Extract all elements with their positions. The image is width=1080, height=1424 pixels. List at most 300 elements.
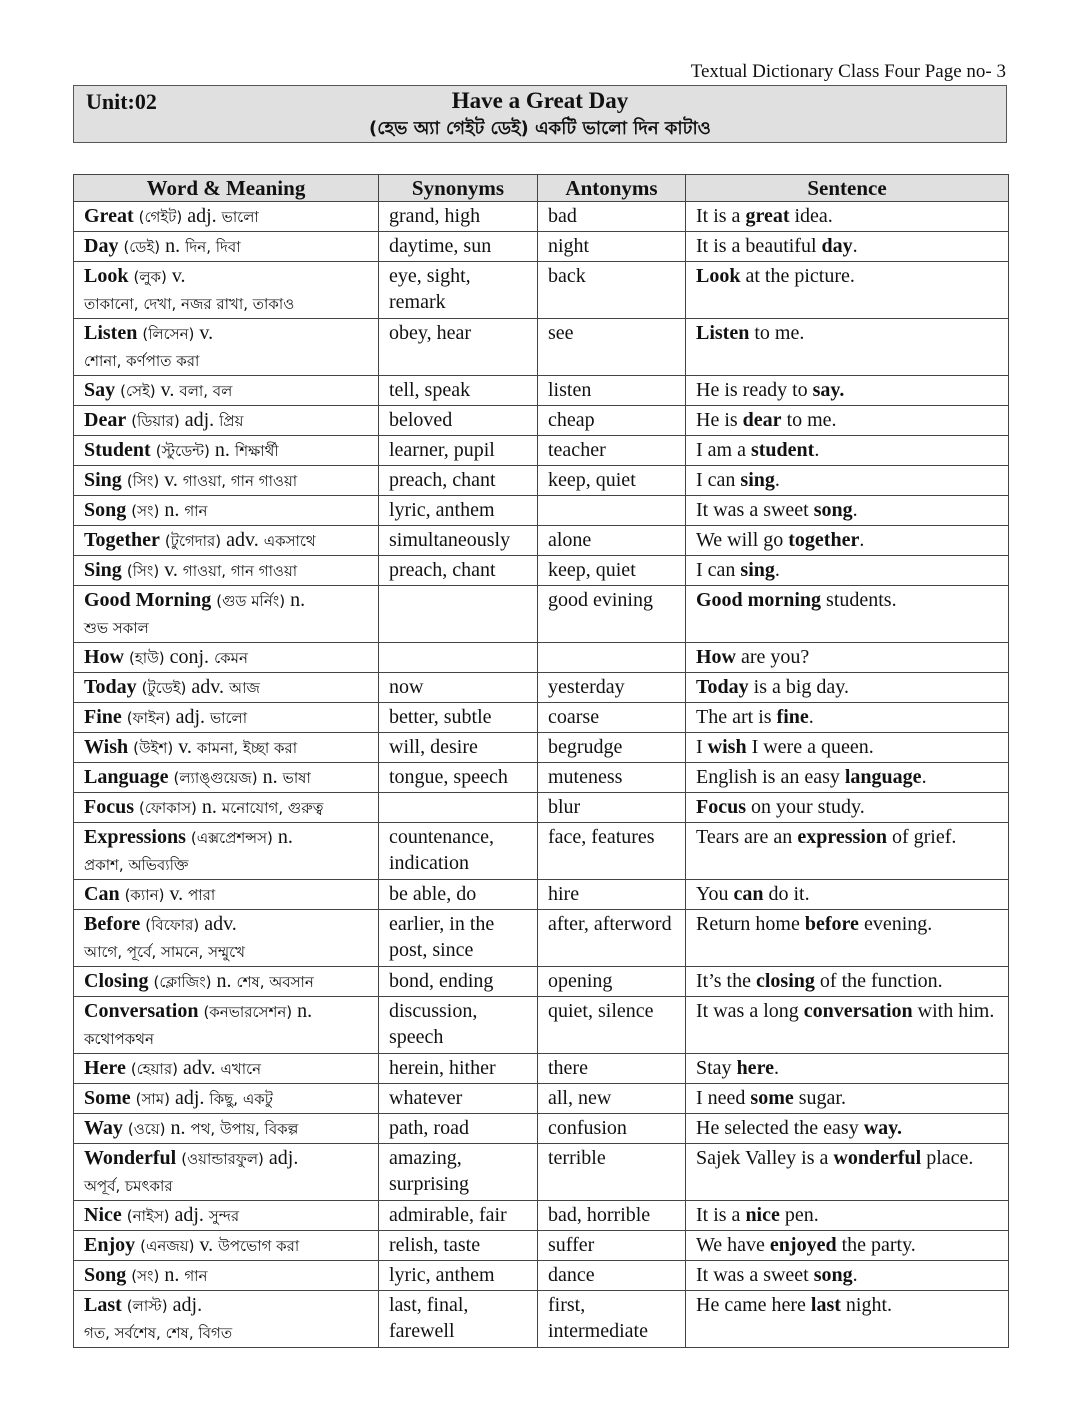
sentence-cell bbox=[686, 202, 1009, 232]
sentence-text: I am a bbox=[696, 439, 751, 461]
antonyms-cell: coarse bbox=[538, 703, 686, 733]
sentence-text: idea. bbox=[789, 205, 833, 227]
sentence-cell bbox=[686, 643, 1009, 673]
synonyms-cell: grand, high bbox=[379, 202, 538, 232]
sentence-text: . bbox=[852, 235, 858, 257]
sentence-text: Return home bbox=[696, 913, 805, 935]
sentence-text: It is a bbox=[696, 1204, 746, 1226]
antonyms-cell: opening bbox=[538, 967, 686, 997]
sentence-text: pen. bbox=[779, 1204, 819, 1226]
word: Say bbox=[84, 379, 116, 401]
synonyms-cell: preach, chant bbox=[379, 466, 538, 496]
word-meaning-cell bbox=[74, 496, 379, 526]
word-meaning-cell bbox=[74, 202, 379, 232]
sentence-cell bbox=[686, 466, 1009, 496]
sentence-text: to me. bbox=[749, 322, 805, 344]
sentence-keyword: student bbox=[750, 439, 815, 461]
sentence-text: It was a sweet bbox=[696, 499, 814, 521]
word: Look bbox=[84, 265, 129, 287]
bangla-meaning: গান bbox=[184, 1267, 208, 1285]
antonyms-cell: listen bbox=[538, 376, 686, 406]
synonyms-cell: tell, speak bbox=[379, 376, 538, 406]
sentence-text: . bbox=[774, 469, 780, 491]
bangla-meaning: এখানে bbox=[220, 1060, 262, 1078]
bangla-meaning: তাকানো, দেখা, নজর রাখা, তাকাও bbox=[84, 295, 295, 313]
part-of-speech: v. bbox=[164, 559, 178, 581]
sentence-text: of grief. bbox=[886, 826, 957, 848]
part-of-speech: n. bbox=[170, 1117, 186, 1139]
bangla-meaning: প্রকাশ, অভিব্যক্তি bbox=[84, 856, 189, 874]
sentence-text: I need bbox=[696, 1087, 751, 1109]
part-of-speech: v. bbox=[199, 322, 214, 344]
pronunciation: (লুক) bbox=[133, 268, 167, 286]
sentence-text: He came here bbox=[696, 1294, 811, 1316]
antonyms-cell: blur bbox=[538, 793, 686, 823]
synonyms-cell: relish, taste bbox=[379, 1231, 538, 1261]
antonyms-cell: bad bbox=[538, 202, 686, 232]
pronunciation: (ল্যাঙ্গুয়েজ) bbox=[173, 769, 258, 787]
table-row bbox=[74, 1201, 1009, 1231]
bangla-meaning: একসাথে bbox=[263, 532, 316, 550]
bangla-meaning: মনোযোগ, গুরুত্ব bbox=[221, 799, 324, 817]
table-row bbox=[74, 793, 1009, 823]
word-meaning-cell bbox=[74, 643, 379, 673]
antonyms-cell: there bbox=[538, 1054, 686, 1084]
synonyms-cell bbox=[379, 643, 538, 673]
sentence-cell bbox=[686, 436, 1009, 466]
synonyms-cell: lyric, anthem bbox=[379, 1261, 538, 1291]
word: Here bbox=[84, 1057, 126, 1079]
part-of-speech: adj. bbox=[268, 1147, 299, 1169]
table-row bbox=[74, 1291, 1009, 1348]
sentence-cell bbox=[686, 880, 1009, 910]
synonyms-cell: now bbox=[379, 673, 538, 703]
sentence-keyword: together bbox=[788, 529, 860, 551]
bangla-meaning: আগে, পূর্বে, সামনে, সম্মুখে bbox=[84, 943, 246, 961]
sentence-keyword: language bbox=[844, 766, 922, 788]
sentence-cell bbox=[686, 1291, 1009, 1348]
part-of-speech: adj. bbox=[174, 1087, 205, 1109]
antonyms-cell: face, features bbox=[538, 823, 686, 880]
word: Closing bbox=[84, 970, 149, 992]
synonyms-cell bbox=[379, 586, 538, 643]
table-body bbox=[74, 202, 1009, 1348]
word: Wonderful bbox=[84, 1147, 177, 1169]
word-meaning-cell bbox=[74, 1201, 379, 1231]
table-row bbox=[74, 1144, 1009, 1201]
sentence-keyword: expression bbox=[797, 826, 887, 848]
sentence-text: It was a sweet bbox=[696, 1264, 814, 1286]
sentence-text: It’s the bbox=[696, 970, 756, 992]
word: Nice bbox=[84, 1204, 122, 1226]
sentence-keyword: Focus bbox=[696, 796, 746, 818]
part-of-speech: adv. bbox=[226, 529, 259, 551]
pronunciation: (লিসেন) bbox=[142, 325, 195, 343]
sentence-keyword: Listen bbox=[696, 322, 750, 344]
antonyms-cell: cheap bbox=[538, 406, 686, 436]
table-row bbox=[74, 496, 1009, 526]
pronunciation: (বিফোর) bbox=[145, 916, 200, 934]
table-row bbox=[74, 643, 1009, 673]
synonyms-cell: amazing, surprising bbox=[379, 1144, 538, 1201]
bangla-meaning: শুভ সকাল bbox=[84, 619, 149, 637]
antonyms-cell bbox=[538, 496, 686, 526]
synonyms-cell: herein, hither bbox=[379, 1054, 538, 1084]
antonyms-cell: keep, quiet bbox=[538, 466, 686, 496]
table-row bbox=[74, 232, 1009, 262]
word-meaning-cell bbox=[74, 967, 379, 997]
sentence-keyword: great bbox=[745, 205, 790, 227]
sentence-text: I can bbox=[696, 559, 741, 581]
unit-label: Unit:02 bbox=[86, 89, 157, 114]
synonyms-cell: preach, chant bbox=[379, 556, 538, 586]
sentence-text: It was a long bbox=[696, 1000, 804, 1022]
bangla-meaning: গাওয়া, গান গাওয়া bbox=[182, 562, 298, 580]
part-of-speech: n. bbox=[165, 235, 181, 257]
synonyms-cell: obey, hear bbox=[379, 319, 538, 376]
table-row bbox=[74, 1231, 1009, 1261]
sentence-cell bbox=[686, 232, 1009, 262]
word-meaning-cell bbox=[74, 376, 379, 406]
synonyms-cell: eye, sight, remark bbox=[379, 262, 538, 319]
sentence-text: Tears are an bbox=[696, 826, 798, 848]
bangla-meaning: শোনা, কর্ণপাত করা bbox=[84, 352, 200, 370]
pronunciation: (ওয়ে) bbox=[127, 1120, 166, 1138]
sentence-text: I were a queen. bbox=[746, 736, 874, 758]
word: Expressions bbox=[84, 826, 186, 848]
word-meaning-cell bbox=[74, 466, 379, 496]
sentence-keyword: dear bbox=[742, 409, 782, 431]
word: Today bbox=[84, 676, 137, 698]
sentence-text: . bbox=[859, 529, 865, 551]
synonyms-cell: discussion, speech bbox=[379, 997, 538, 1054]
word-meaning-cell bbox=[74, 526, 379, 556]
word: Song bbox=[84, 499, 127, 521]
pronunciation: (ফোকাস) bbox=[139, 799, 197, 817]
part-of-speech: n. bbox=[164, 1264, 180, 1286]
sentence-text: You bbox=[696, 883, 734, 905]
antonyms-cell: teacher bbox=[538, 436, 686, 466]
pronunciation: (সিং) bbox=[126, 472, 160, 490]
word: Before bbox=[84, 913, 141, 935]
part-of-speech: adv. bbox=[182, 1057, 216, 1079]
word: Fine bbox=[84, 706, 122, 728]
part-of-speech: n. bbox=[262, 766, 278, 788]
lesson-title: Have a Great Day bbox=[451, 88, 629, 113]
pronunciation: (ক্লোজিং) bbox=[153, 973, 212, 991]
synonyms-cell bbox=[379, 793, 538, 823]
table-row bbox=[74, 1114, 1009, 1144]
sentence-cell bbox=[686, 406, 1009, 436]
pronunciation: (হেয়ার) bbox=[130, 1060, 178, 1078]
sentence-keyword: song bbox=[813, 1264, 853, 1286]
antonyms-cell: begrudge bbox=[538, 733, 686, 763]
word-meaning-cell bbox=[74, 1261, 379, 1291]
synonyms-cell: learner, pupil bbox=[379, 436, 538, 466]
part-of-speech: adj. bbox=[175, 706, 205, 728]
table-row bbox=[74, 910, 1009, 967]
antonyms-cell: all, new bbox=[538, 1084, 686, 1114]
synonyms-cell: whatever bbox=[379, 1084, 538, 1114]
synonyms-cell: countenance, indication bbox=[379, 823, 538, 880]
table-header-row bbox=[74, 175, 1009, 202]
pronunciation: (কনভারসেশন) bbox=[203, 1003, 293, 1021]
word-meaning-cell bbox=[74, 673, 379, 703]
sentence-cell bbox=[686, 967, 1009, 997]
bangla-meaning: কথোপকথন bbox=[84, 1030, 154, 1048]
synonyms-cell: tongue, speech bbox=[379, 763, 538, 793]
table-row bbox=[74, 733, 1009, 763]
sentence-cell bbox=[686, 997, 1009, 1054]
bangla-meaning: ভাষা bbox=[282, 769, 311, 787]
word: Enjoy bbox=[84, 1234, 136, 1256]
word: Can bbox=[84, 883, 120, 905]
synonyms-cell: be able, do bbox=[379, 880, 538, 910]
synonyms-cell: better, subtle bbox=[379, 703, 538, 733]
antonyms-cell: back bbox=[538, 262, 686, 319]
sentence-cell bbox=[686, 1114, 1009, 1144]
table-row bbox=[74, 376, 1009, 406]
sentence-cell bbox=[686, 763, 1009, 793]
pronunciation: (ডেই) bbox=[123, 238, 161, 256]
sentence-cell bbox=[686, 319, 1009, 376]
word-meaning-cell bbox=[74, 1054, 379, 1084]
pronunciation: (সাম) bbox=[135, 1090, 170, 1108]
part-of-speech: n. bbox=[277, 826, 293, 848]
table-row bbox=[74, 556, 1009, 586]
sentence-cell bbox=[686, 910, 1009, 967]
antonyms-cell: terrible bbox=[538, 1144, 686, 1201]
word: Way bbox=[84, 1117, 123, 1139]
part-of-speech: n. bbox=[216, 970, 232, 992]
word: Listen bbox=[84, 322, 138, 344]
sentence-text: . bbox=[921, 766, 927, 788]
sentence-keyword: last bbox=[810, 1294, 841, 1316]
sentence-cell bbox=[686, 823, 1009, 880]
antonyms-cell: dance bbox=[538, 1261, 686, 1291]
sentence-cell bbox=[686, 496, 1009, 526]
table-row bbox=[74, 202, 1009, 232]
pronunciation: (হাউ) bbox=[129, 649, 165, 667]
sentence-text: . bbox=[852, 499, 858, 521]
sentence-text: . bbox=[774, 559, 780, 581]
sentence-text: It is a bbox=[696, 205, 746, 227]
pronunciation: (সিং) bbox=[126, 562, 160, 580]
antonyms-cell: yesterday bbox=[538, 673, 686, 703]
table-row bbox=[74, 880, 1009, 910]
antonyms-cell: keep, quiet bbox=[538, 556, 686, 586]
part-of-speech: v. bbox=[171, 265, 186, 287]
sentence-cell bbox=[686, 703, 1009, 733]
word: Wish bbox=[84, 736, 129, 758]
sentence-text: with him. bbox=[912, 1000, 995, 1022]
synonyms-cell: path, road bbox=[379, 1114, 538, 1144]
pronunciation: (ফাইন) bbox=[126, 709, 171, 727]
sentence-keyword: say. bbox=[812, 379, 845, 401]
table-row bbox=[74, 967, 1009, 997]
sentence-keyword: song bbox=[813, 499, 853, 521]
bangla-meaning: বলা, বল bbox=[179, 382, 233, 400]
word: Dear bbox=[84, 409, 127, 431]
antonyms-cell: hire bbox=[538, 880, 686, 910]
word-meaning-cell bbox=[74, 436, 379, 466]
word-meaning-cell bbox=[74, 1114, 379, 1144]
synonyms-cell: simultaneously bbox=[379, 526, 538, 556]
sentence-keyword: Good morning bbox=[696, 589, 822, 611]
pronunciation: (গুড মর্নিং) bbox=[216, 592, 286, 610]
sentence-cell bbox=[686, 526, 1009, 556]
sentence-text: do it. bbox=[763, 883, 810, 905]
sentence-text: . bbox=[808, 706, 814, 728]
synonyms-cell: admirable, fair bbox=[379, 1201, 538, 1231]
word-meaning-cell bbox=[74, 262, 379, 319]
sentence-cell bbox=[686, 1261, 1009, 1291]
pronunciation: (সং) bbox=[131, 502, 160, 520]
sentence-text: of the function. bbox=[814, 970, 943, 992]
sentence-text: I bbox=[696, 736, 708, 758]
word: Focus bbox=[84, 796, 134, 818]
table-row bbox=[74, 997, 1009, 1054]
sentence-keyword: before bbox=[804, 913, 859, 935]
page-header: Textual Dictionary Class Four Page no- 3 bbox=[690, 61, 1006, 82]
word-meaning-cell bbox=[74, 1231, 379, 1261]
synonyms-cell: daytime, sun bbox=[379, 232, 538, 262]
sentence-keyword: enjoyed bbox=[769, 1234, 837, 1256]
pronunciation: (ডিয়ার) bbox=[131, 412, 180, 430]
sentence-keyword: wish bbox=[707, 736, 747, 758]
sentence-text: night. bbox=[840, 1294, 893, 1316]
word: Conversation bbox=[84, 1000, 199, 1022]
bangla-meaning: ভালো bbox=[221, 208, 259, 226]
sentence-text: Stay bbox=[696, 1057, 737, 1079]
pronunciation: (নাইস) bbox=[126, 1207, 170, 1225]
word-meaning-cell bbox=[74, 319, 379, 376]
sentence-cell bbox=[686, 1144, 1009, 1201]
word: Good Morning bbox=[84, 589, 212, 611]
sentence-text: . bbox=[773, 1057, 779, 1079]
synonyms-cell: will, desire bbox=[379, 733, 538, 763]
table-row bbox=[74, 823, 1009, 880]
table-row bbox=[74, 466, 1009, 496]
antonyms-cell: muteness bbox=[538, 763, 686, 793]
unit-title-box bbox=[73, 85, 1007, 143]
word-meaning-cell bbox=[74, 556, 379, 586]
table-row bbox=[74, 586, 1009, 643]
sentence-text: the party. bbox=[836, 1234, 916, 1256]
table-row bbox=[74, 262, 1009, 319]
part-of-speech: adj. bbox=[174, 1204, 204, 1226]
bangla-meaning: পারা bbox=[188, 886, 216, 904]
part-of-speech: v. bbox=[178, 736, 192, 758]
part-of-speech: v. bbox=[169, 883, 184, 905]
sentence-text: Sajek Valley is a bbox=[696, 1147, 834, 1169]
sentence-keyword: wonderful bbox=[833, 1147, 922, 1169]
sentence-keyword: Look bbox=[696, 265, 741, 287]
sentence-cell bbox=[686, 262, 1009, 319]
word: Great bbox=[84, 205, 134, 227]
sentence-text: students. bbox=[821, 589, 897, 611]
sentence-cell bbox=[686, 1054, 1009, 1084]
sentence-cell bbox=[686, 556, 1009, 586]
antonyms-cell: bad, horrible bbox=[538, 1201, 686, 1231]
sentence-text: evening. bbox=[858, 913, 933, 935]
bangla-meaning: কামনা, ইচ্ছা করা bbox=[196, 739, 298, 757]
part-of-speech: n. bbox=[164, 499, 180, 521]
part-of-speech: adj. bbox=[172, 1294, 203, 1316]
sentence-text: It is a beautiful bbox=[696, 235, 822, 257]
part-of-speech: v. bbox=[160, 379, 175, 401]
sentence-text: English is an easy bbox=[696, 766, 845, 788]
word-meaning-cell bbox=[74, 232, 379, 262]
sentence-keyword: Today bbox=[696, 676, 749, 698]
bangla-meaning: উপভোগ করা bbox=[218, 1237, 300, 1255]
bangla-meaning: অপূর্ব, চমৎকার bbox=[84, 1177, 173, 1195]
bangla-meaning: শেষ, অবসান bbox=[236, 973, 314, 991]
synonyms-cell: last, final, farewell bbox=[379, 1291, 538, 1348]
synonyms-cell: bond, ending bbox=[379, 967, 538, 997]
word: How bbox=[84, 646, 124, 668]
antonyms-cell bbox=[538, 643, 686, 673]
pronunciation: (সং) bbox=[131, 1267, 160, 1285]
part-of-speech: adj. bbox=[184, 409, 215, 431]
vocabulary-table bbox=[73, 174, 1009, 1348]
sentence-text: are you? bbox=[736, 646, 810, 668]
sentence-cell bbox=[686, 1231, 1009, 1261]
bangla-meaning: কিছু, একটু bbox=[209, 1090, 273, 1108]
word-meaning-cell bbox=[74, 997, 379, 1054]
sentence-text: sugar. bbox=[793, 1087, 846, 1109]
sentence-text: at the picture. bbox=[740, 265, 855, 287]
synonyms-cell: earlier, in the post, since bbox=[379, 910, 538, 967]
sentence-cell bbox=[686, 793, 1009, 823]
bangla-meaning: কেমন bbox=[214, 649, 248, 667]
part-of-speech: n. bbox=[290, 589, 306, 611]
sentence-keyword: sing bbox=[740, 559, 775, 581]
word: Language bbox=[84, 766, 169, 788]
bangla-meaning: পথ, উপায়, বিকল্প bbox=[190, 1120, 299, 1138]
word: Sing bbox=[84, 469, 122, 491]
word-meaning-cell bbox=[74, 733, 379, 763]
antonyms-cell: suffer bbox=[538, 1231, 686, 1261]
sentence-cell bbox=[686, 733, 1009, 763]
table-row bbox=[74, 406, 1009, 436]
table-row bbox=[74, 319, 1009, 376]
bangla-meaning: গান bbox=[184, 502, 208, 520]
sentence-keyword: closing bbox=[756, 970, 815, 992]
sentence-keyword: can bbox=[733, 883, 764, 905]
part-of-speech: v. bbox=[199, 1234, 214, 1256]
word: Student bbox=[84, 439, 151, 461]
pronunciation: (এনজয়) bbox=[140, 1237, 195, 1255]
sentence-text: He is ready to bbox=[696, 379, 813, 401]
sentence-keyword: here bbox=[736, 1057, 774, 1079]
pronunciation: (টুগেদার) bbox=[164, 532, 222, 550]
sentence-keyword: conversation bbox=[803, 1000, 913, 1022]
word: Song bbox=[84, 1264, 127, 1286]
table-row bbox=[74, 763, 1009, 793]
part-of-speech: n. bbox=[297, 1000, 313, 1022]
sentence-keyword: How bbox=[696, 646, 736, 668]
sentence-text: The art is bbox=[696, 706, 777, 728]
pronunciation: (এক্সপ্রেশন্সস) bbox=[190, 829, 273, 847]
sentence-text: We have bbox=[696, 1234, 770, 1256]
part-of-speech: adv. bbox=[191, 676, 224, 698]
word-meaning-cell bbox=[74, 406, 379, 436]
sentence-text: He selected the easy bbox=[696, 1117, 864, 1139]
sentence-text: We will go bbox=[696, 529, 789, 551]
word-meaning-cell bbox=[74, 793, 379, 823]
sentence-keyword: fine bbox=[776, 706, 809, 728]
